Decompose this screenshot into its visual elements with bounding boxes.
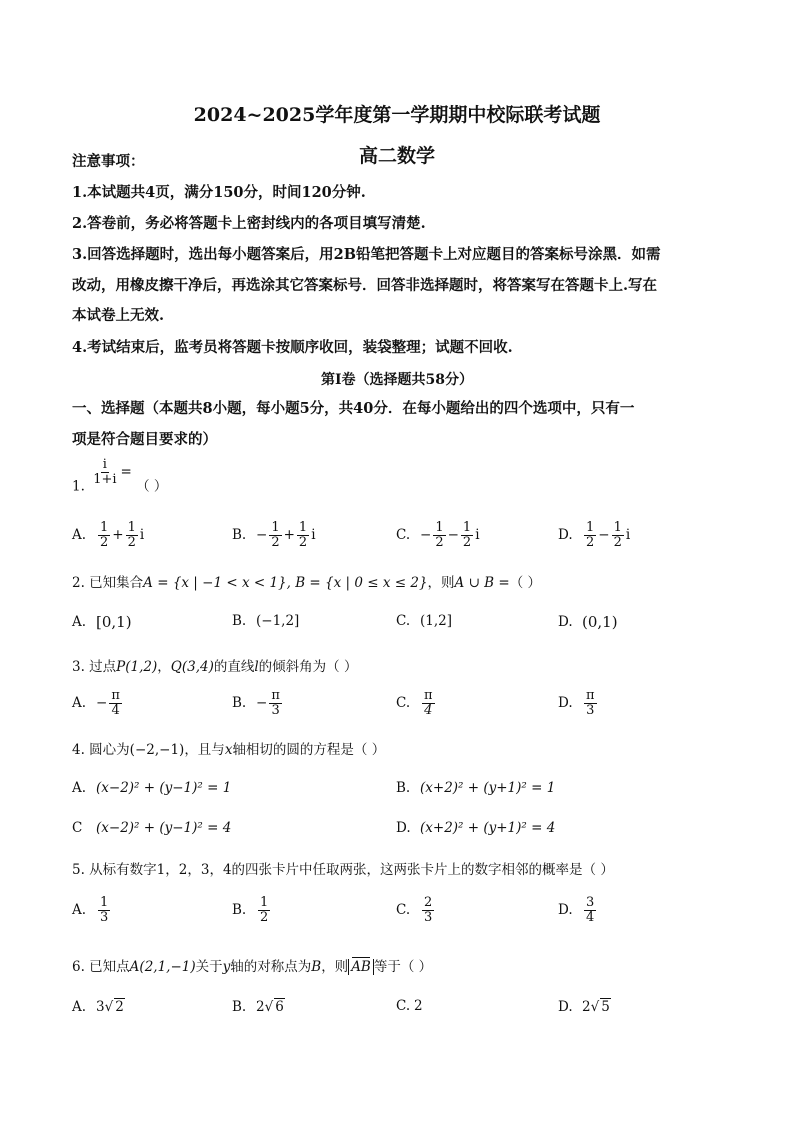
q2-option-a[interactable]: A. [0,1) xyxy=(72,613,132,631)
notice-item-3-end: 本试卷上无效. xyxy=(72,307,165,324)
q3-option-b[interactable]: B. − $\frac{\pi}{3}$ xyxy=(232,688,280,718)
question-1: 1. $\frac{i}{1+i}$ = （ ） xyxy=(72,457,168,495)
notice-item-3: 3.回答选择题时，选出每小题答案后，用2B铅笔把答题卡上对应题目的答案标号涂黑．如需 xyxy=(72,246,661,263)
question-2: 2. 已知集合A = {x | −1 < x < 1}, B = {x | 0 ≤ x ≤ 2}，则A ∪ B =（ ） xyxy=(72,575,541,591)
q2-option-d[interactable]: D. (0,1) xyxy=(558,613,618,631)
section-heading-cont: 项是符合题目要求的） xyxy=(72,431,217,448)
part-title: 第Ⅰ卷（选择题共58分） xyxy=(320,372,474,388)
q6-option-d[interactable]: D. 2 √ 5 xyxy=(558,998,610,1015)
q1-option-a[interactable]: A. $\frac{1}{2}$ + $\frac{1}{2}$ i xyxy=(72,520,145,550)
question-6: 6. 已知点A(2,1,−1)关于y轴的对称点为B，则 AB 等于（ ） xyxy=(72,955,432,975)
q4-option-b[interactable]: B. (x+2)² + (y+1)² = 1 xyxy=(396,780,556,796)
notice-item-4: 4.考试结束后，监考员将答题卡按顺序收回，装袋整理；试题不回收. xyxy=(72,339,513,356)
notice-item-2: 2.答卷前，务必将答题卡上密封线内的各项目填写清楚. xyxy=(72,215,426,232)
fraction: $\frac{i}{1+i}$ xyxy=(93,457,117,487)
q5-option-c[interactable]: C. $\frac{2}{3}$ xyxy=(396,895,433,925)
q3-option-d[interactable]: D. $\frac{\pi}{3}$ xyxy=(558,688,595,718)
exam-title: 2024~2025学年度第一学期期中校际联考试题 xyxy=(193,104,601,126)
q6-option-a[interactable]: A. 3 √ 2 xyxy=(72,998,124,1015)
sqrt-icon: √ xyxy=(590,998,600,1015)
q3-option-a[interactable]: A. − $\frac{\pi}{4}$ xyxy=(72,688,120,718)
q1-option-b[interactable]: B. − $\frac{1}{2}$ + $\frac{1}{2}$ i xyxy=(232,520,316,550)
section-heading: 一、选择题（本题共8小题，每小题5分，共40分．在每小题给出的四个选项中，只有一 xyxy=(72,400,635,417)
q5-option-a[interactable]: A. $\frac{1}{3}$ xyxy=(72,895,109,925)
q6-option-c[interactable]: C. 2 xyxy=(396,998,423,1014)
q4-option-d[interactable]: D. (x+2)² + (y+1)² = 4 xyxy=(396,820,556,836)
question-4: 4. 圆心为(−2,−1)，且与x轴相切的圆的方程是（ ） xyxy=(72,742,386,758)
q4-option-c[interactable]: C (x−2)² + (y−1)² = 4 xyxy=(72,820,232,836)
q3-option-c[interactable]: C. $\frac{\pi}{4}$ xyxy=(396,688,433,718)
q5-option-d[interactable]: D. $\frac{3}{4}$ xyxy=(558,895,595,925)
q2-option-b[interactable]: B. (−1,2] xyxy=(232,613,300,629)
question-number: 1. xyxy=(72,478,85,495)
q1-option-c[interactable]: C. − $\frac{1}{2}$ − $\frac{1}{2}$ i xyxy=(396,520,480,550)
notice-heading: 注意事项： xyxy=(72,153,145,170)
q6-option-b[interactable]: B. 2 √ 6 xyxy=(232,998,284,1015)
question-3: 3. 过点P(1,2)，Q(3,4)的直线l的倾斜角为（ ） xyxy=(72,659,358,675)
notice-item-3-cont: 改动，用橡皮擦干净后，再选涂其它答案标号．回答非选择题时，将答案写在答题卡上.写在 xyxy=(72,277,658,294)
sqrt-icon: √ xyxy=(104,998,114,1015)
sqrt-icon: √ xyxy=(264,998,274,1015)
q5-option-b[interactable]: B. $\frac{1}{2}$ xyxy=(232,895,269,925)
subject-title: 高二数学 xyxy=(358,145,435,167)
q2-option-c[interactable]: C. (1,2] xyxy=(396,613,453,629)
notice-item-1: 1.本试题共4页，满分150分，时间120分钟. xyxy=(72,184,366,201)
q4-option-a[interactable]: A. (x−2)² + (y−1)² = 1 xyxy=(72,780,232,796)
answer-blank: （ ） xyxy=(136,478,168,495)
question-5: 5. 从标有数字1，2，3，4的四张卡片中任取两张，这两张卡片上的数字相邻的概率是（ ） xyxy=(72,862,614,878)
q1-option-d[interactable]: D. $\frac{1}{2}$ − $\frac{1}{2}$ i xyxy=(558,520,631,550)
vector-magnitude: AB xyxy=(348,959,374,975)
